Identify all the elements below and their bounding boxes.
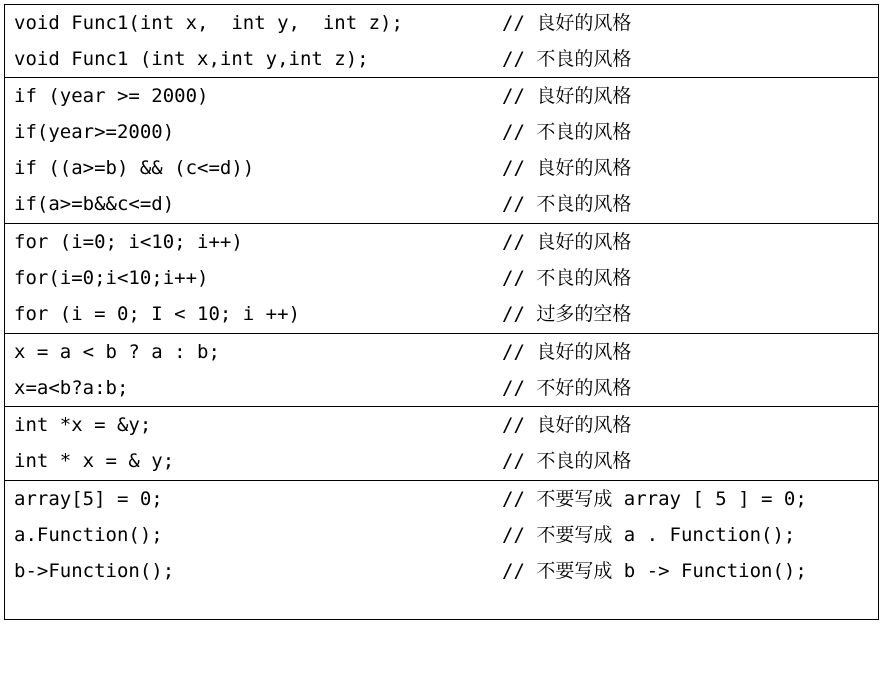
table-row bbox=[5, 224, 878, 260]
comment-cell: // 不良的风格 bbox=[502, 450, 632, 472]
code-cell: x=a<b?a:b; bbox=[14, 377, 129, 399]
comment-cell: // 良好的风格 bbox=[502, 12, 632, 34]
code-style-table bbox=[4, 4, 879, 620]
code-cell: a.Function(); bbox=[14, 524, 163, 546]
code-cell: for (i = 0; I < 10; i ++) bbox=[14, 303, 300, 325]
code-cell: if(a>=b&&c<=d) bbox=[14, 193, 175, 215]
comment-cell: // 良好的风格 bbox=[502, 85, 632, 107]
table-row bbox=[5, 334, 878, 370]
comment-cell: // 良好的风格 bbox=[502, 341, 632, 363]
table-row bbox=[5, 260, 878, 296]
comment-cell: // 不要写成 array [ 5 ] = 0; bbox=[502, 488, 807, 510]
table-row bbox=[5, 517, 878, 553]
table-row bbox=[5, 443, 878, 479]
comment-cell: // 不好的风格 bbox=[502, 377, 632, 399]
table-row bbox=[5, 114, 878, 150]
table-row bbox=[5, 296, 878, 332]
code-cell: if(year>=2000) bbox=[14, 121, 175, 143]
comment-cell: // 不要写成 a . Function(); bbox=[502, 524, 796, 546]
table-section-pointer bbox=[5, 407, 878, 481]
code-cell: for(i=0;i<10;i++) bbox=[14, 267, 209, 289]
comment-cell: // 过多的空格 bbox=[502, 303, 632, 325]
code-cell: if (year >= 2000) bbox=[14, 85, 209, 107]
table-row bbox=[5, 553, 878, 589]
comment-cell: // 不要写成 b -> Function(); bbox=[502, 560, 807, 582]
comment-cell: // 不良的风格 bbox=[502, 48, 632, 70]
code-cell: if ((a>=b) && (c<=d)) bbox=[14, 157, 255, 179]
table-section-ternary bbox=[5, 334, 878, 407]
table-row bbox=[5, 481, 878, 517]
comment-cell: // 不良的风格 bbox=[502, 121, 632, 143]
code-cell: for (i=0; i<10; i++) bbox=[14, 231, 243, 253]
code-cell: x = a < b ? a : b; bbox=[14, 341, 220, 363]
table-section-for bbox=[5, 224, 878, 334]
table-row bbox=[5, 370, 878, 406]
table-row bbox=[5, 78, 878, 114]
comment-cell: // 不良的风格 bbox=[502, 267, 632, 289]
table-section-function-params bbox=[5, 5, 878, 78]
table-row bbox=[5, 186, 878, 222]
table-row bbox=[5, 407, 878, 443]
code-cell: int * x = & y; bbox=[14, 450, 175, 472]
table-section-member-access bbox=[5, 481, 878, 619]
table-row bbox=[5, 150, 878, 186]
code-cell: int *x = &y; bbox=[14, 414, 152, 436]
table-section-if bbox=[5, 78, 878, 224]
code-cell: array[5] = 0; bbox=[14, 488, 163, 510]
comment-cell: // 良好的风格 bbox=[502, 157, 632, 179]
table-row bbox=[5, 41, 878, 77]
comment-cell: // 良好的风格 bbox=[502, 231, 632, 253]
code-cell: b->Function(); bbox=[14, 560, 175, 582]
code-cell: void Func1(int x, int y, int z); bbox=[14, 12, 403, 34]
code-cell: void Func1 (int x,int y,int z); bbox=[14, 48, 369, 70]
comment-cell: // 良好的风格 bbox=[502, 414, 632, 436]
table-row bbox=[5, 5, 878, 41]
comment-cell: // 不良的风格 bbox=[502, 193, 632, 215]
